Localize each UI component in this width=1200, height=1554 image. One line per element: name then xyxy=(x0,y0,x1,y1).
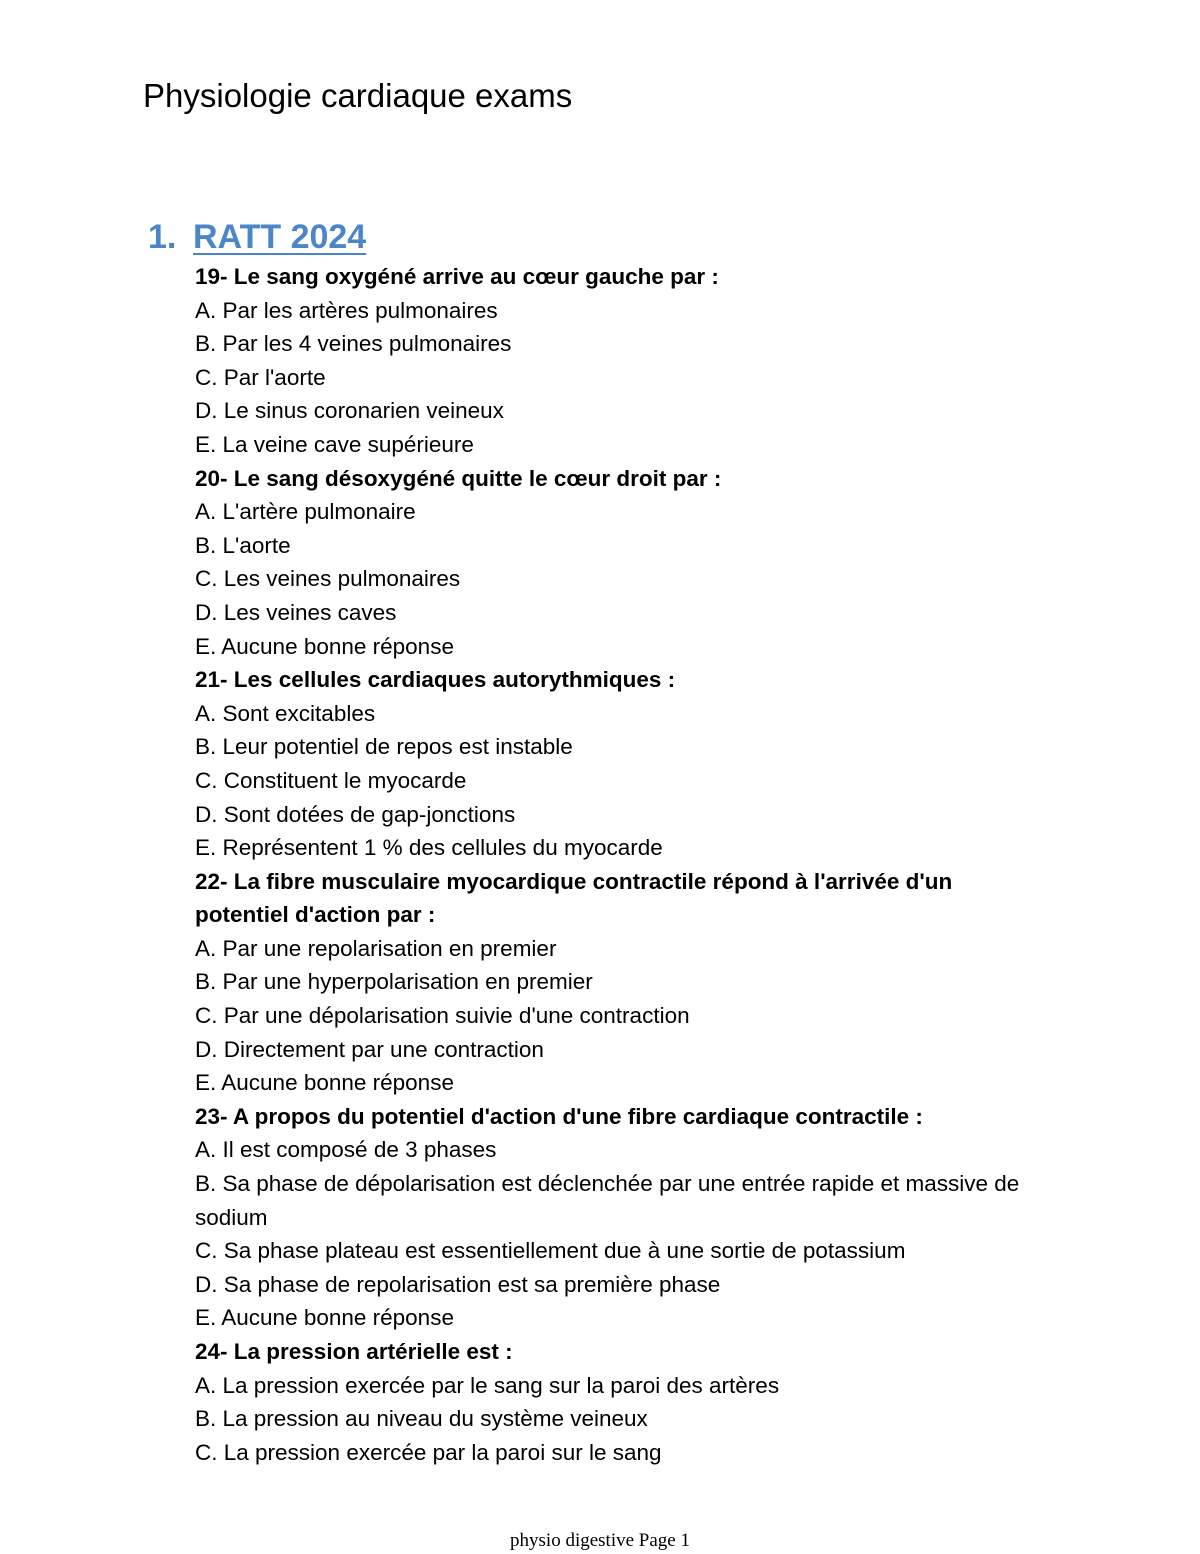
answer-option: E. La veine cave supérieure xyxy=(195,431,474,457)
answer-option: A. Il est composé de 3 phases xyxy=(195,1137,497,1163)
question-item xyxy=(195,865,1025,1100)
answer-option: B. La pression au niveau du système veineux xyxy=(195,1406,648,1432)
answer-option: B. Par les 4 veines pulmonaires xyxy=(195,331,512,357)
answer-option: A. Par une repolarisation en premier xyxy=(195,935,557,961)
answer-option: C. Les veines pulmonaires xyxy=(195,566,461,592)
page-title: Physiologie cardiaque exams xyxy=(143,77,573,114)
answer-option: E. Aucune bonne réponse xyxy=(195,1305,454,1331)
section-label: RATT 2024 xyxy=(193,218,367,256)
question-item xyxy=(195,663,1025,865)
question-item xyxy=(195,1100,1025,1335)
answer-option: C. Constituent le myocarde xyxy=(195,767,467,793)
answer-option: E. Aucune bonne réponse xyxy=(195,633,454,659)
question-item xyxy=(195,260,1025,462)
answer-option: C. La pression exercée par la paroi sur le sang xyxy=(195,1439,662,1465)
answer-option: E. Aucune bonne réponse xyxy=(195,1070,454,1096)
answer-option: A. Par les artères pulmonaires xyxy=(195,297,498,323)
question-text: 19- Le sang oxygéné arrive au cœur gauche par : xyxy=(195,264,719,289)
answer-option: C. Par l'aorte xyxy=(195,364,326,390)
answer-option: A. L'artère pulmonaire xyxy=(195,499,416,525)
answer-option: A. Sont excitables xyxy=(195,700,376,726)
answer-option: B. L'aorte xyxy=(195,532,291,558)
answer-option: B. Sa phase de dépolarisation est déclenchée par une entrée rapide et massive de sodium xyxy=(195,1171,1020,1230)
answer-option: D. Sa phase de repolarisation est sa première phase xyxy=(195,1271,721,1297)
answer-option: D. Directement par une contraction xyxy=(195,1036,544,1062)
answer-option: B. Leur potentiel de repos est instable xyxy=(195,734,573,760)
section-heading xyxy=(148,214,366,260)
question-list xyxy=(195,260,1025,1469)
answer-option: D. Le sinus coronarien veineux xyxy=(195,398,504,424)
answer-option: D. Les veines caves xyxy=(195,599,397,625)
question-text: 24- La pression artérielle est : xyxy=(195,1339,513,1364)
answer-option: C. Sa phase plateau est essentiellement due à une sortie de potassium xyxy=(195,1238,906,1264)
question-text: 20- Le sang désoxygéné quitte le cœur droit par : xyxy=(195,465,722,491)
page-footer: physio digestive Page 1 xyxy=(510,1530,690,1551)
question-text: 23- A propos du potentiel d'action d'une fibre cardiaque contractile : xyxy=(195,1103,923,1129)
answer-option: E. Représentent 1 % des cellules du myocarde xyxy=(195,835,663,861)
question-text: 21- Les cellules cardiaques autorythmiques : xyxy=(195,667,676,693)
question-text: 22- La fibre musculaire myocardique contractile répond à l'arrivée d'un potentiel d'action par : xyxy=(195,868,953,928)
section-number: 1. xyxy=(148,218,177,256)
answer-option: A. La pression exercée par le sang sur la paroi des artères xyxy=(195,1372,780,1398)
answer-option: D. Sont dotées de gap-jonctions xyxy=(195,801,516,827)
answer-option: C. Par une dépolarisation suivie d'une contraction xyxy=(195,1003,690,1029)
question-item xyxy=(195,1335,1025,1469)
answer-option: B. Par une hyperpolarisation en premier xyxy=(195,969,593,995)
question-item xyxy=(195,462,1025,664)
